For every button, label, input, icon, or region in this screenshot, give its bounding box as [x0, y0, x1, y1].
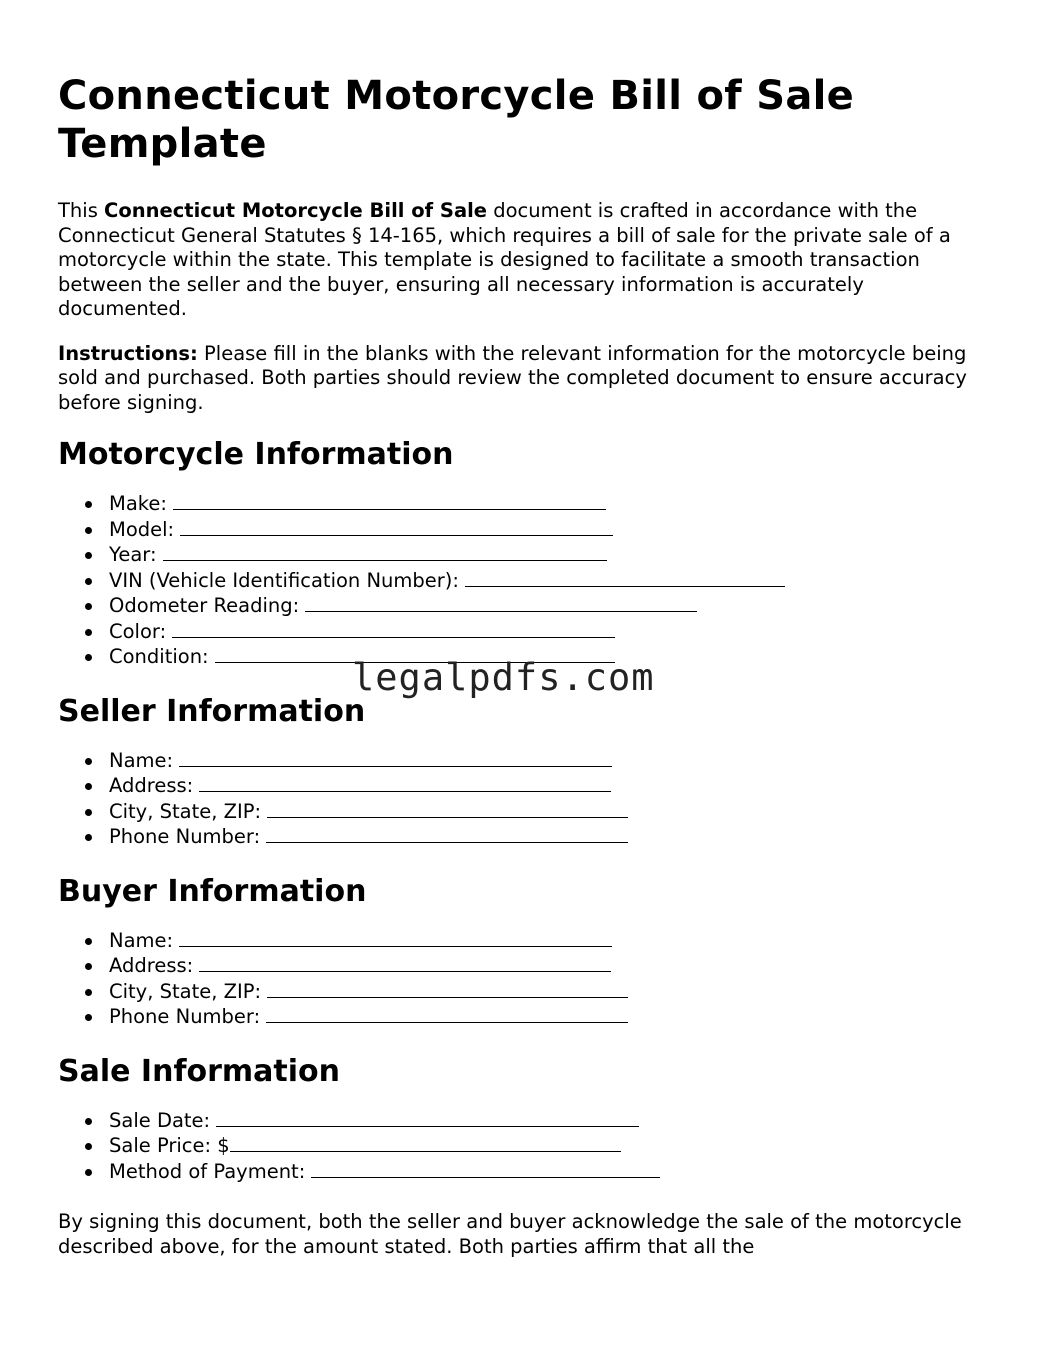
watermark: legalpdfs.com	[352, 656, 655, 699]
color-blank[interactable]	[172, 619, 615, 638]
model-blank[interactable]	[180, 517, 613, 536]
color-field	[109, 619, 998, 645]
payment-method-field	[109, 1159, 998, 1185]
sale-date-label: Sale Date:	[109, 1108, 211, 1132]
sale-price-label: Sale Price: $	[109, 1134, 230, 1157]
buyer-city-label: City, State, ZIP:	[109, 979, 262, 1003]
color-label: Color:	[109, 619, 167, 643]
buyer-address-blank[interactable]	[199, 953, 611, 972]
closing-paragraph: By signing this document, both the seller and buyer acknowledge the sale of the motorcycle described above, for the amount stated. Both parties affirm that all the	[58, 1210, 962, 1258]
make-label: Make:	[109, 492, 167, 515]
odometer-label: Odometer Reading:	[109, 594, 300, 617]
seller-phone-blank[interactable]	[266, 824, 628, 843]
motorcycle-field-list	[58, 491, 998, 670]
instructions-label: Instructions:	[58, 341, 198, 365]
buyer-address-label: Address:	[109, 954, 194, 977]
sale-date-blank[interactable]	[216, 1108, 639, 1127]
model-field	[109, 517, 998, 543]
buyer-phone-label: Phone Number:	[109, 1005, 261, 1028]
seller-name-blank[interactable]	[179, 748, 612, 767]
seller-section-heading: Seller Information	[58, 693, 366, 729]
sale-field-list	[58, 1108, 998, 1185]
seller-city-blank[interactable]	[267, 799, 628, 818]
seller-address-blank[interactable]	[199, 773, 611, 792]
seller-name-field	[109, 748, 998, 774]
intro-paragraph	[58, 199, 998, 322]
year-field	[109, 542, 998, 568]
intro-bold-title: Connecticut Motorcycle Bill of Sale	[104, 199, 488, 222]
seller-field-list	[58, 748, 998, 850]
sale-date-field	[109, 1108, 998, 1134]
seller-city-field	[109, 799, 998, 825]
sale-section-heading: Sale Information	[58, 1053, 340, 1089]
odometer-field	[109, 593, 998, 619]
condition-label: Condition:	[109, 645, 209, 668]
vin-field	[109, 568, 998, 594]
buyer-field-list	[58, 928, 998, 1030]
seller-phone-label: Phone Number:	[109, 825, 261, 848]
vin-label: VIN (Vehicle Identification Number):	[109, 568, 459, 592]
buyer-phone-field	[109, 1004, 998, 1030]
sale-price-blank[interactable]	[230, 1133, 621, 1152]
make-field	[109, 491, 998, 517]
seller-phone-field	[109, 824, 998, 850]
buyer-address-field	[109, 953, 998, 979]
model-label: Model:	[109, 517, 175, 541]
page-title: Connecticut Motorcycle Bill of Sale Template	[58, 73, 855, 167]
odometer-blank[interactable]	[305, 593, 697, 612]
seller-name-label: Name:	[109, 748, 174, 772]
year-label: Year:	[109, 543, 157, 566]
buyer-city-field	[109, 979, 998, 1005]
buyer-section-heading: Buyer Information	[58, 873, 367, 909]
buyer-phone-blank[interactable]	[266, 1004, 628, 1023]
motorcycle-section-heading: Motorcycle Information	[58, 437, 454, 472]
seller-address-field	[109, 773, 998, 799]
sale-price-field	[109, 1133, 998, 1159]
buyer-name-blank[interactable]	[179, 928, 612, 947]
payment-method-blank[interactable]	[311, 1159, 660, 1178]
buyer-name-label: Name:	[109, 928, 174, 952]
make-blank[interactable]	[173, 491, 606, 510]
instructions-paragraph	[58, 342, 998, 416]
intro-text-after: document is crafted in accordance with the Connecticut General Statutes § 14-165, which requires a bill of sale for the private sale of a motorcycle within the state. This template is designed to facilitate a smooth transaction between the seller and the buyer, ensuring all necessary information is accurately documented.	[58, 199, 951, 320]
buyer-city-blank[interactable]	[267, 979, 628, 998]
seller-address-label: Address:	[109, 774, 194, 797]
instructions-text: Please fill in the blanks with the relevant information for the motorcycle being sold and purchased. Both parties should review the completed document to ensure accuracy before signing.	[58, 341, 967, 414]
vin-blank[interactable]	[465, 568, 785, 587]
payment-method-label: Method of Payment:	[109, 1159, 306, 1183]
intro-text-before: This	[58, 199, 105, 222]
year-blank[interactable]	[163, 542, 607, 561]
buyer-name-field	[109, 928, 998, 954]
seller-city-label: City, State, ZIP:	[109, 799, 262, 823]
